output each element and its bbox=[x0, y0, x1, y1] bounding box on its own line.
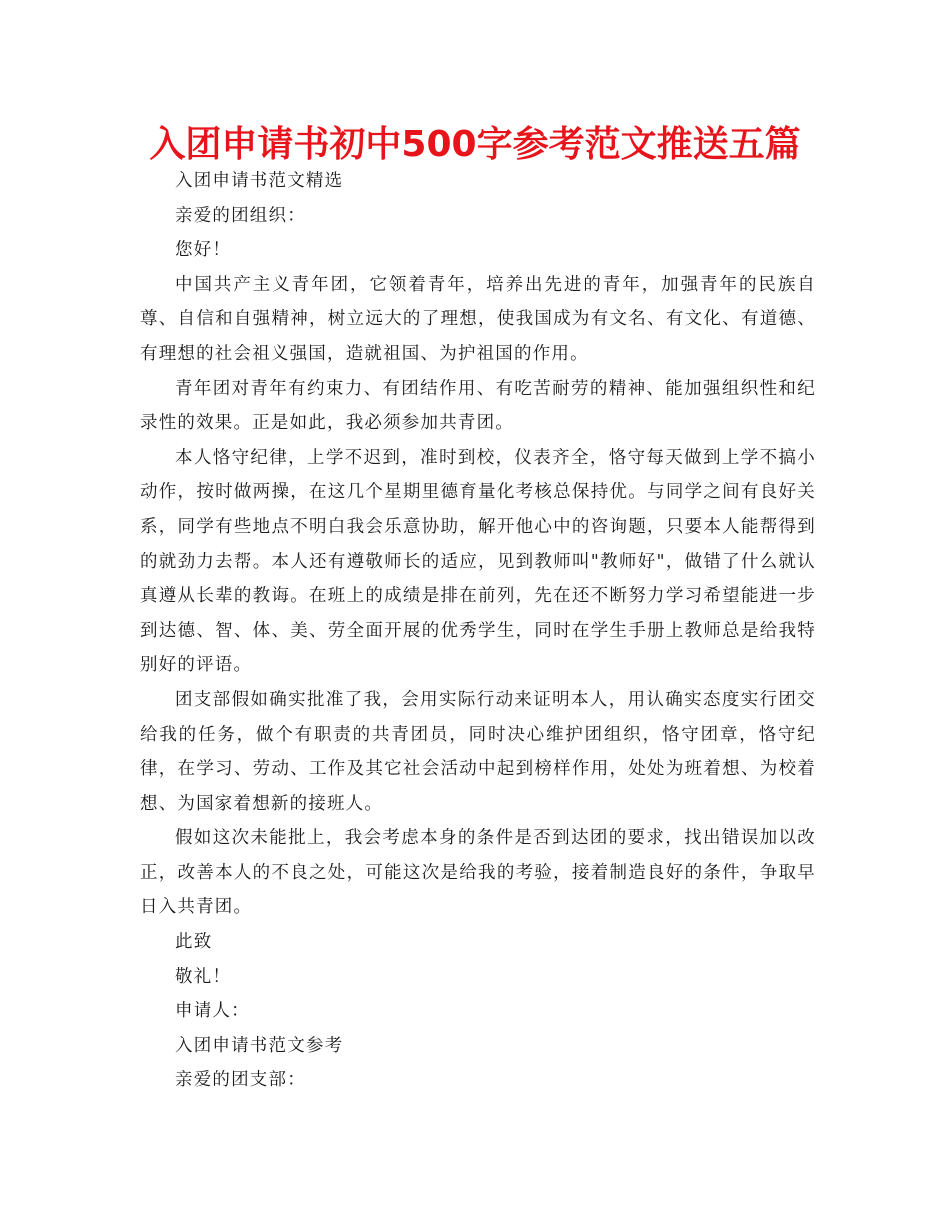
page-title: 入团申请书初中500字参考范文推送五篇 bbox=[149, 124, 801, 165]
paragraph-closing-1: 此致 bbox=[175, 932, 213, 953]
paragraph-salutation: 亲爱的团组织： bbox=[175, 205, 306, 226]
paragraph-greeting: 您好！ bbox=[175, 240, 232, 261]
paragraph-subheading-2: 入团申请书范文参考 bbox=[175, 1035, 344, 1056]
document-body bbox=[140, 164, 816, 1098]
paragraph-body-2: 青年团对青年有约束力、有团结作用、有吃苦耐劳的精神、能加强组织性和纪录性的效果。正是如此，我必须参加共青团。 bbox=[140, 378, 816, 434]
paragraph-applicant: 申请人： bbox=[175, 1001, 250, 1022]
paragraph-body-1: 中国共产主义青年团，它领着青年，培养出先进的青年，加强青年的民族自尊、自信和自强精神，树立远大的了理想，使我国成为有文名、有文化、有道德、有理想的社会祖义强国，造就祖国、为护祖国的作用。 bbox=[140, 274, 816, 364]
paragraph-salutation-2: 亲爱的团支部： bbox=[175, 1070, 306, 1091]
paragraph-body-3: 本人恪守纪律，上学不迟到，准时到校，仪表齐全，恪守每天做到上学不搞小动作，按时做两操，在这几个星期里德育量化考核总保持优。与同学之间有良好关系，同学有些地点不明白我会乐意协助，解开他心中的咨询题，只要本人能帮得到的就劲力去帮。本人还有遵敬师长的适应，见到教师叫"教师好"，做错了什么就认真遵从长辈的教诲。在班上的成绩是排在前列，先在还不断努力学习希望能进一步到达德、智、体、美、劳全面开展的优秀学生，同时在学生手册上教师总是给我特别好的评语。 bbox=[140, 447, 816, 676]
paragraph-body-5: 假如这次未能批上，我会考虑本身的条件是否到达团的要求，找出错误加以改正，改善本人的不良之处，可能这次是给我的考验，接着制造良好的条件，争取早日入共青团。 bbox=[140, 828, 816, 918]
paragraph-body-4: 团支部假如确实批准了我，会用实际行动来证明本人，用认确实态度实行团交给我的任务，做个有职责的共青团员，同时决心维护团组织，恪守团章，恪守纪律，在学习、劳动、工作及其它社会活动中起到榜样作用，处处为班着想、为校着想、为国家着想新的接班人。 bbox=[140, 689, 816, 814]
paragraph-closing-2: 敬礼！ bbox=[175, 966, 232, 987]
paragraph-subheading: 入团申请书范文精选 bbox=[175, 171, 344, 191]
